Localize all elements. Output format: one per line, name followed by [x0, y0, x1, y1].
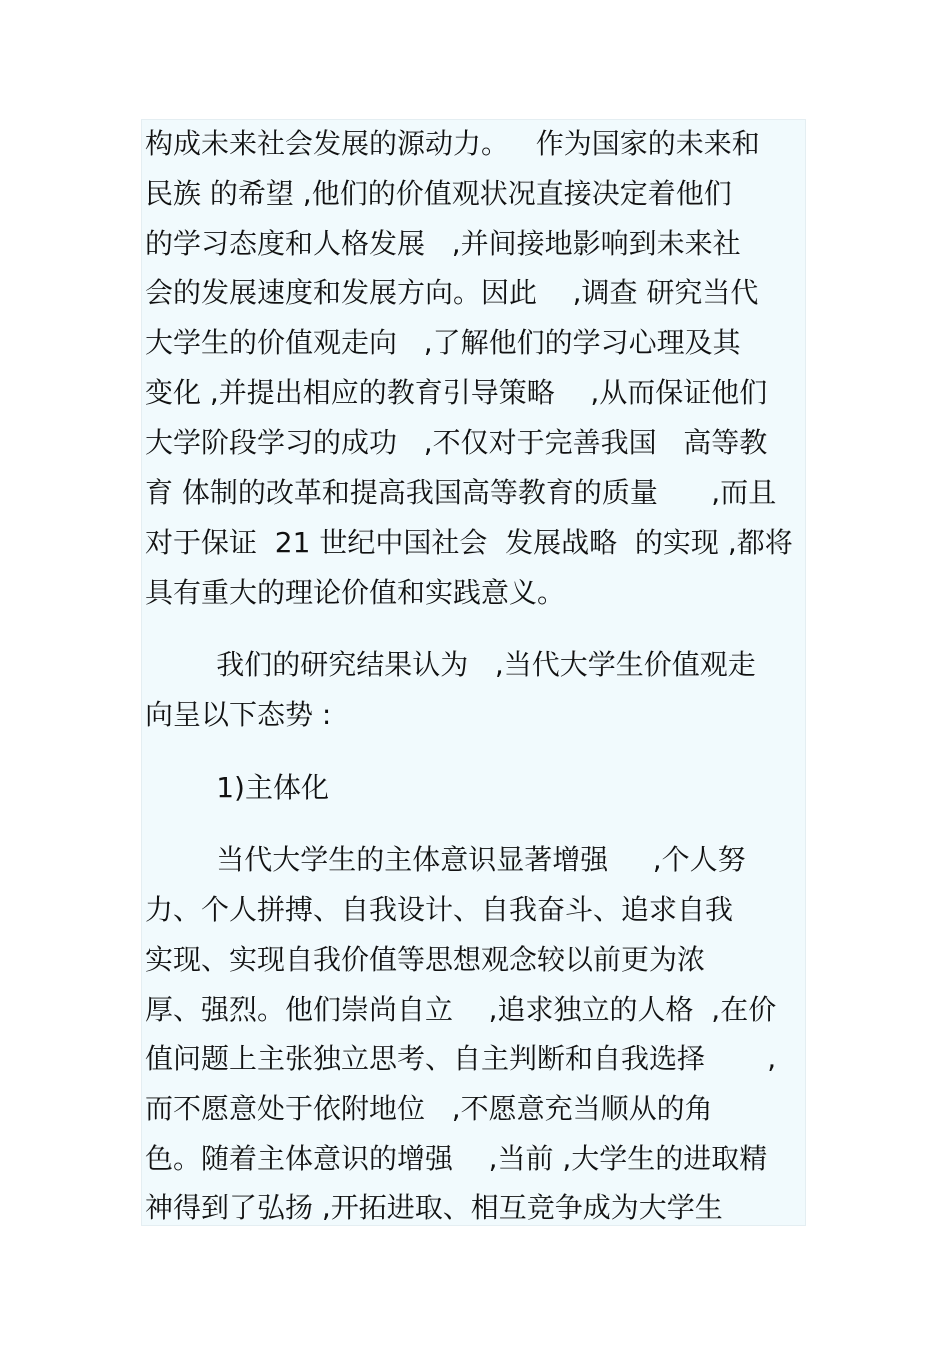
paragraph-1-line-9: 对于保证 21 世纪中国社会 发展战略 的实现 ,都将: [145, 526, 793, 559]
paragraph-2-line-2: 向呈以下态势 :: [145, 698, 332, 731]
paragraph-1-line-5: 大学生的价值观走向 ,了解他们的学习心理及其: [145, 326, 741, 359]
section-heading: 1)主体化: [145, 771, 329, 804]
paragraph-1-line-2: 民族 的希望 ,他们的价值观状况直接决定着他们: [145, 177, 732, 210]
paragraph-3-line-1: 当代大学生的主体意识显著增强 ,个人努: [145, 843, 746, 876]
paragraph-1-line-6: 变化 ,并提出相应的教育引导策略 ,从而保证他们: [145, 376, 768, 409]
paragraph-3-line-8: 神得到了弘扬 ,开拓进取、相互竞争成为大学生: [145, 1191, 723, 1224]
paragraph-1-line-1: 构成未来社会发展的源动力。 作为国家的未来和: [145, 127, 760, 160]
paragraph-1-line-7: 大学阶段学习的成功 ,不仅对于完善我国 高等教: [145, 426, 768, 459]
paragraph-1-line-4: 会的发展速度和发展方向。因此 ,调查 研究当代: [145, 276, 759, 309]
paragraph-3-line-4: 厚、强烈。他们崇尚自立 ,追求独立的人格 ,在价: [145, 993, 777, 1026]
paragraph-1-line-3: 的学习态度和人格发展 ,并间接地影响到未来社: [145, 227, 741, 260]
paragraph-3-line-3: 实现、实现自我价值等思想观念较以前更为浓: [145, 943, 706, 976]
paragraph-3-line-5: 值问题上主张独立思考、自主判断和自我选择 ,: [145, 1042, 777, 1075]
paragraph-1-line-8: 育 体制的改革和提高我国高等教育的质量 ,而且: [145, 476, 777, 509]
document-text-box: [141, 119, 806, 1226]
paragraph-2-line-1: 我们的研究结果认为 ,当代大学生价值观走: [145, 648, 756, 681]
paragraph-3-line-7: 色。随着主体意识的增强 ,当前 ,大学生的进取精: [145, 1142, 768, 1175]
paragraph-1-line-10: 具有重大的理论价值和实践意义。: [145, 576, 566, 609]
paragraph-3-line-6: 而不愿意处于依附地位 ,不愿意充当顺从的角: [145, 1092, 713, 1125]
paragraph-3-line-2: 力、个人拼搏、自我设计、自我奋斗、追求自我: [145, 893, 734, 926]
